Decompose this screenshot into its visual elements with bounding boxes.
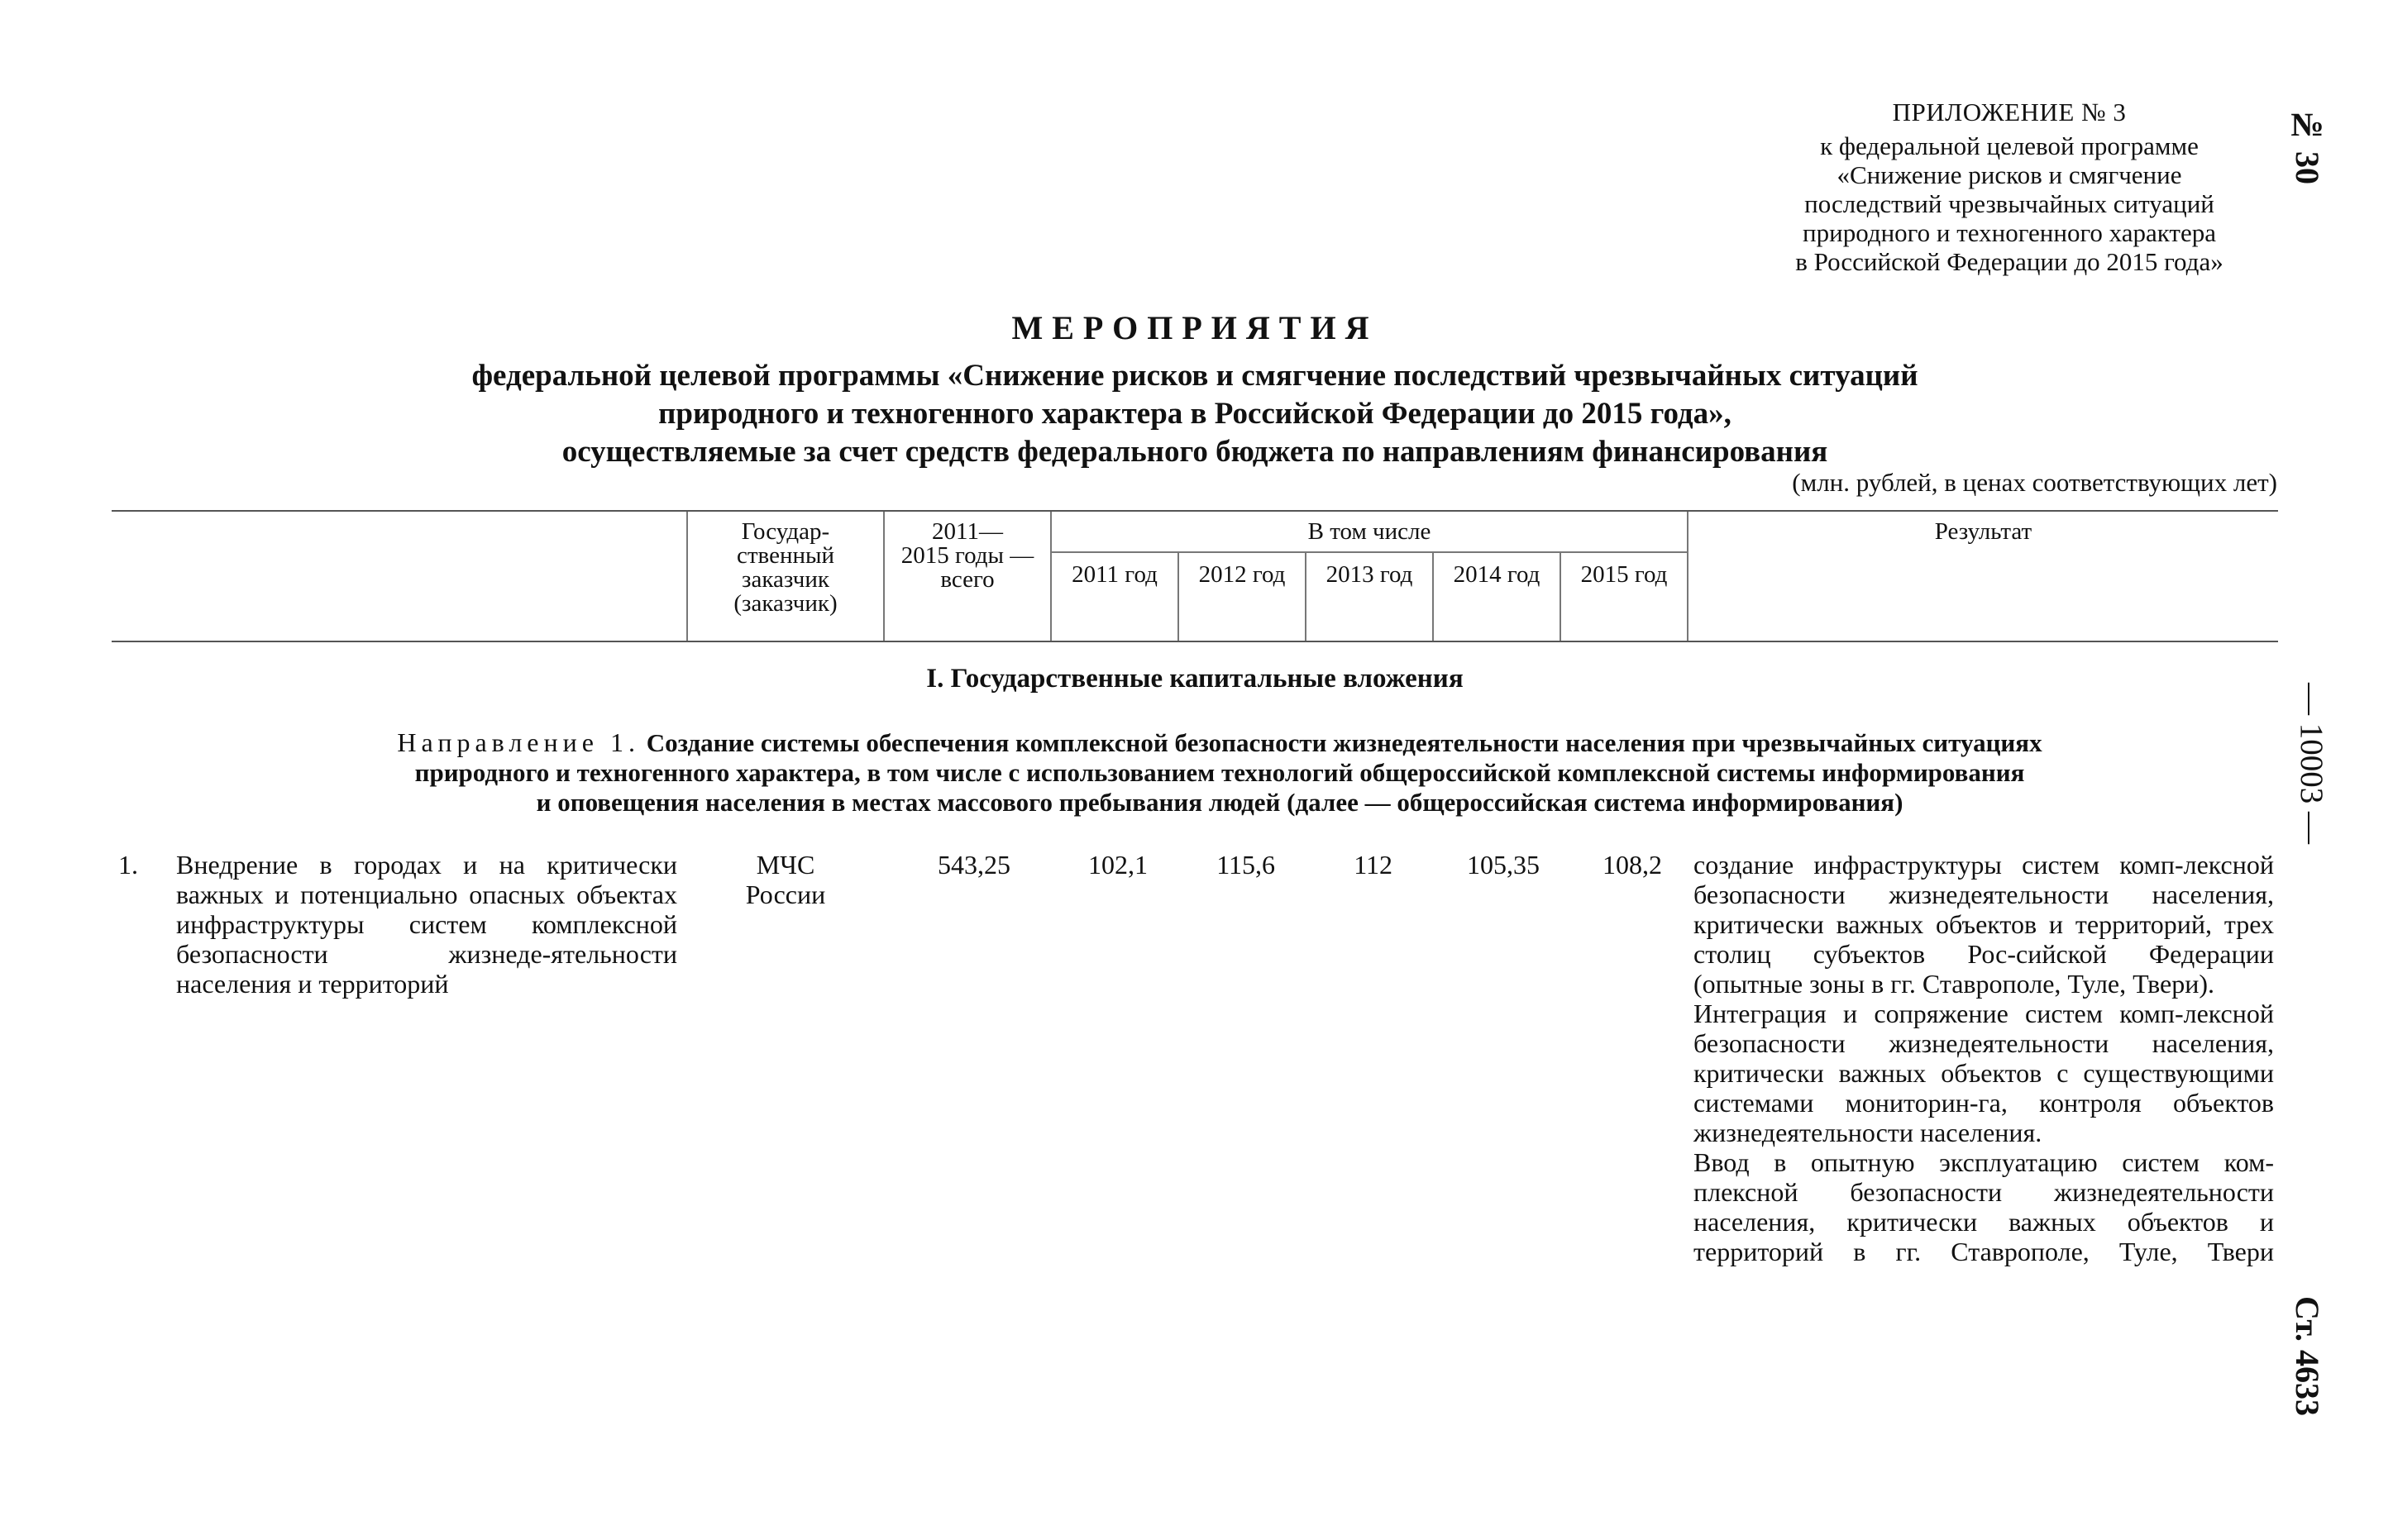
subtitle-line: природного и техногенного характера в Российской Федерации до 2015 года», (658, 397, 1731, 431)
direction-label: Направление 1. (397, 727, 640, 757)
appendix-line: «Снижение рисков и смягчение (1837, 160, 2182, 189)
row-number: 1. (118, 850, 138, 880)
result-paragraph: Интеграция и сопряжение систем комп-лексной безопасности жизнедеятельности населения, критически важных объектов с существующими системами мониторин-га, контроля объектов жизнедеятельности населения. (1693, 999, 2274, 1147)
year-2014-value: 105,35 (1467, 850, 1540, 880)
header-result: Результат (1934, 518, 2032, 545)
header-year: 2014 год (1453, 561, 1540, 588)
header-including: В том числе (1307, 518, 1431, 545)
units-note: (млн. рублей, в ценах соответствующих лет) (1792, 468, 2277, 497)
direction-text: Создание системы обеспечения комплексной безопасности жизнедеятельности населения при чрезвычайных ситуациях (646, 728, 2042, 757)
year-2012-value: 115,6 (1216, 850, 1275, 880)
appendix-line: к федеральной целевой программе (1820, 131, 2199, 160)
appendix-line: последствий чрезвычайных ситуаций (1804, 189, 2214, 218)
direction-text: и оповещения населения в местах массового пребывания людей (далее — общероссийская система информирования) (536, 788, 1903, 817)
section-title: I. Государственные капитальные вложения (926, 664, 1464, 694)
row-divider (1050, 551, 1687, 553)
header-year: 2015 год (1580, 561, 1668, 588)
result-paragraph: Ввод в опытную эксплуатацию систем ком-плексной безопасности жизнедеятельности населения, критически важных объектов и территорий в гг. Ставрополе, Туле, Твери (1693, 1147, 2274, 1266)
document-title: МЕРОПРИЯТИЯ (1011, 309, 1378, 346)
header-customer: Государ- ственный заказчик (заказчик) (733, 518, 838, 617)
issue-number: № 30 (2289, 106, 2326, 184)
total-value: 543,25 (938, 850, 1010, 880)
result-paragraph: создание инфраструктуры систем комп-лексной безопасности жизнедеятельности населения, критически важных объектов и территорий, трех столиц субъектов Рос-сийской Федерации (опытные зоны в гг. Ставрополе, Туле, Твери). (1693, 850, 2274, 999)
appendix-line: в Российской Федерации до 2015 года» (1795, 247, 2223, 276)
page-number-running: — 10003 — (2294, 683, 2329, 844)
year-2015-value: 108,2 (1602, 850, 1662, 880)
header-year: 2012 год (1198, 561, 1286, 588)
customer-name: МЧС России (745, 850, 826, 909)
article-number: Ст. 4633 (2289, 1296, 2326, 1416)
year-2011-value: 102,1 (1088, 850, 1148, 880)
result-text (1693, 850, 2274, 1266)
appendix-title: ПРИЛОЖЕНИЕ № 3 (1892, 98, 2127, 126)
direction-text: природного и техногенного характера, в том числе с использованием технологий общероссийской комплексной системы информирования (414, 758, 2025, 787)
header-year: 2013 год (1325, 561, 1413, 588)
activity-text: Внедрение в городах и на критически важных и потенциально опасных объектах инфраструктуры систем комплексной безопасности жизнеде-ятельности населения и территорий (176, 850, 677, 999)
year-2013-value: 112 (1354, 850, 1392, 880)
header-year: 2011 год (1072, 561, 1158, 588)
appendix-block (1720, 98, 2299, 276)
header-total: 2011— 2015 годы — всего (900, 518, 1034, 593)
appendix-line: природного и техногенного характера (1803, 218, 2216, 247)
table-header (112, 510, 2278, 642)
direction-heading (248, 727, 2191, 818)
subtitle-line: осуществляемые за счет средств федерального бюджета по направлениям финансирования (561, 435, 1828, 469)
document-subtitle (112, 357, 2278, 471)
subtitle-line: федеральной целевой программы «Снижение рисков и смягчение последствий чрезвычайных ситуаций (471, 359, 1918, 393)
